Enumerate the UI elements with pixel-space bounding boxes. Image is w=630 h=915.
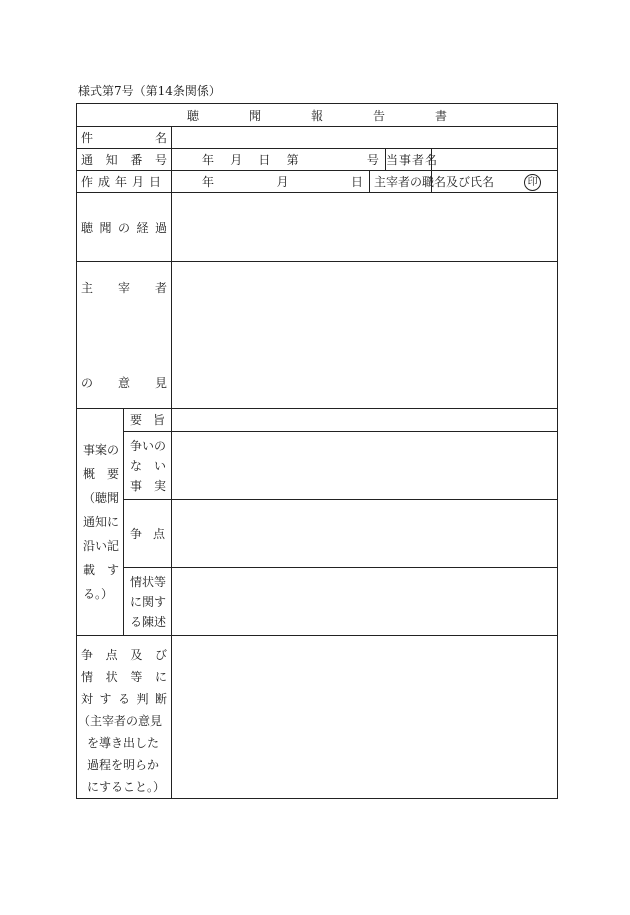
summary-field[interactable] bbox=[172, 409, 558, 432]
hearing-report-table bbox=[76, 103, 558, 799]
circumstance-statements-label: 情状等 に関す る陳述 bbox=[124, 568, 172, 636]
dispute-points-field[interactable] bbox=[172, 500, 558, 568]
case-name-label: 件 名 bbox=[77, 127, 172, 149]
party-name-label: 当事者名 bbox=[386, 149, 432, 171]
notice-number-field[interactable]: 年 月 日 第 号 bbox=[172, 149, 386, 171]
undisputed-facts-field[interactable] bbox=[172, 432, 558, 500]
summary-label: 要 旨 bbox=[124, 409, 172, 432]
undisputed-facts-label: 争いの な い 事 実 bbox=[124, 432, 172, 500]
party-name-field[interactable] bbox=[432, 149, 558, 171]
dispute-points-label: 争 点 bbox=[124, 500, 172, 568]
created-date-label: 作成年月日 bbox=[77, 171, 172, 193]
case-summary-label: 事案の 概 要 （聴聞 通知に 沿い記 載 す る。） bbox=[77, 409, 124, 636]
hearing-progress-label: 聴 聞 の 経 過 bbox=[77, 193, 172, 262]
presider-name-label: 主宰者の職名及び氏名 bbox=[370, 171, 432, 193]
presider-name-field[interactable] bbox=[432, 171, 558, 193]
report-title: 聴 聞 報 告 書 bbox=[77, 104, 558, 127]
seal-mark: 印 bbox=[524, 174, 541, 191]
circumstance-statements-field[interactable] bbox=[172, 568, 558, 636]
presider-opinion-label: 主 宰 者 の 意 見 bbox=[77, 262, 172, 409]
case-name-field[interactable] bbox=[172, 127, 558, 149]
notice-number-label: 通 知 番 号 bbox=[77, 149, 172, 171]
judgment-field[interactable] bbox=[172, 636, 558, 799]
form-id: 様式第7号（第14条関係） bbox=[78, 84, 221, 98]
created-date-field[interactable]: 年 月 日 bbox=[172, 171, 370, 193]
judgment-label: 争 点 及 び 情 状 等 に 対 す る 判 断 （主宰者の意見 を導き出した 過程を明らか にすること。） bbox=[77, 636, 172, 799]
hearing-progress-field[interactable] bbox=[172, 193, 558, 262]
presider-opinion-field[interactable] bbox=[172, 262, 558, 409]
